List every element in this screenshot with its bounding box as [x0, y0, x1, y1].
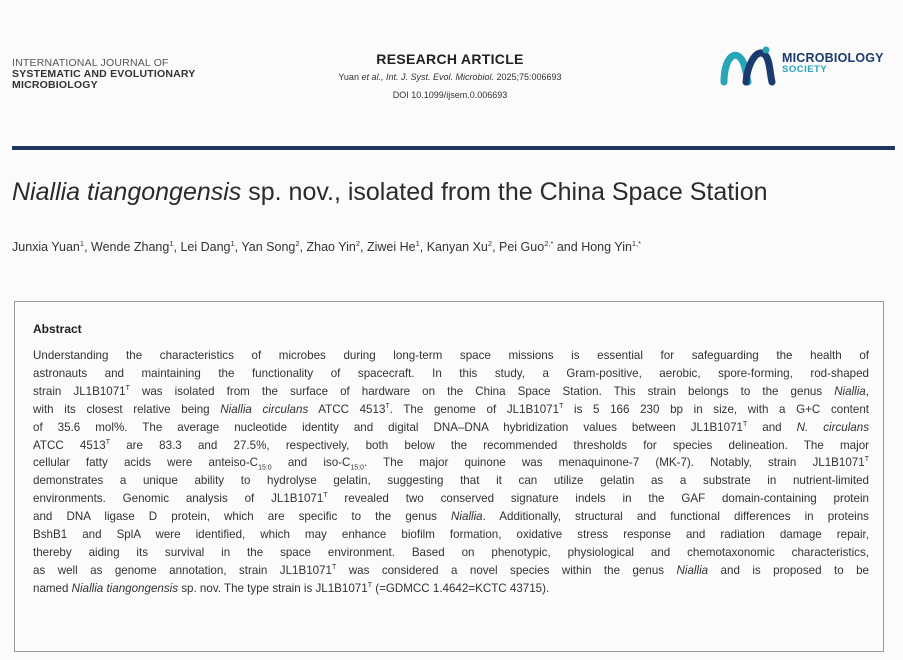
citation: Yuan et al., Int. J. Syst. Evol. Microbiol. 2025;75:006693	[338, 72, 562, 82]
author-affiliation: 1	[79, 239, 85, 248]
abstract-line: Understanding the characteristics of microbes during long-term space missions is essential for safeguarding the health of	[33, 349, 869, 362]
author-affiliation: 1,*	[631, 239, 642, 248]
abstract-line: with its closest relative being Niallia circulans ATCC $4513^T$. The genome of $JL1B1071^T$ is 5 166 230 bp in size, with a G+C content	[33, 402, 869, 416]
author-affiliation: 1	[169, 239, 174, 248]
abstract-text	[33, 347, 869, 598]
article-title	[12, 177, 892, 207]
abstract-box	[14, 301, 884, 652]
journal-name-line3: MICROBIOLOGY	[12, 79, 98, 91]
abstract-line: named Niallia tiangongensis sp. nov. The type strain is $JL1B1071^T$ (=GDMCC 1.4642=KCTC 43715).	[33, 581, 550, 595]
author-affiliation: 2	[355, 239, 361, 248]
journal-name	[12, 58, 196, 91]
microbiology-society-logo-icon	[720, 42, 776, 86]
article-type: RESEARCH ARTICLE	[376, 51, 524, 67]
author-name[interactable]: Zhao Yin$^2$	[306, 239, 361, 255]
author-affiliation: 2	[295, 239, 300, 248]
author-name[interactable]: Junxia Yuan$^1$	[12, 239, 85, 255]
author-affiliation: 2,*	[544, 239, 554, 248]
abstract-line: astronauts and maintaining the functionality of spacecraft. In this study, a Gram-positive, aerobic, spore-forming, rod-shaped	[33, 366, 869, 380]
author-name[interactable]: Kanyan Xu$^2$	[426, 239, 493, 255]
abstract-heading: Abstract	[33, 322, 82, 336]
abstract-line: cellular fatty acids were anteiso-$C_{15:0}$ and iso-$C_{15:0}$. The major quinone was menaquinone-7 (MK-7). Notably, strain $JL1B1071^T$	[33, 456, 869, 472]
abstract-line: demonstrates a unique ability to hydrolyse gelatin, suggesting that it can utilize gelatin as a substrate in nutrient-limited	[33, 474, 869, 488]
author-name[interactable]: Pei Guo$^{2,*}$	[499, 239, 554, 255]
publisher-name	[782, 52, 884, 76]
publisher-name-line1: MICROBIOLOGY	[782, 51, 884, 65]
title-rest: sp. nov., isolated from the China Space Station	[241, 178, 768, 206]
abstract-line: environments. Genomic analysis of $JL1B1071^T$ revealed two conserved signature indels in the GAF domain-containing protein	[33, 492, 869, 506]
abstract-line: of 35.6 mol%. The average nucleotide identity and digital DNA–DNA hybridization values between $JL1B1071^T$ and N. circulans	[33, 420, 869, 434]
abstract-line: thereby aiding its survival in the space environment. Based on phenotypic, physiological and chemotaxonomic characteristics,	[33, 545, 869, 559]
author-affiliation: 1	[415, 239, 420, 248]
title-species-name: Niallia tiangongensis	[12, 178, 242, 206]
abstract-line: and DNA ligase D protein, which are specific to the genus Niallia. Additionally, structural and functional differences in proteins	[33, 510, 869, 524]
author-name[interactable]: Wende Zhang$^1$	[91, 239, 174, 255]
abstract-line: strain $JL1B1071^T$ was isolated from the surface of hardware on the China Space Station. This strain belongs to the genus Niallia,	[33, 384, 869, 398]
publisher-logo[interactable]	[720, 42, 884, 86]
author-affiliation: 2	[487, 239, 493, 248]
author-affiliation: 1	[230, 239, 235, 248]
header-divider	[12, 146, 895, 150]
abstract-line: BshB1 and SplA were identified, which may enhance biofilm formation, oxidative stress response and radiation damage repair,	[33, 528, 869, 542]
article-meta	[300, 50, 600, 104]
author-name[interactable]: Ziwei He$^1$	[366, 239, 420, 255]
author-name[interactable]: Lei Dang$^1$	[180, 239, 235, 255]
author-list: Junxia Yuan$^1$, Wende Zhang$^1$, Lei Dang$^1$, Yan Song$^2$, Zhao Yin$^2$, Ziwei He$^1$, Kanyan Xu$^2$, Pei Guo$^{2,*}$ and Hong Yin$^{1,*}$	[12, 239, 642, 255]
abstract-line: as well as genome annotation, strain $JL1B1071^T$ was considered a novel species within the genus Niallia and is proposed to be	[33, 563, 869, 577]
author-name[interactable]: Yan Song$^2$	[241, 239, 300, 255]
doi-link[interactable]: DOI 10.1099/ijsem.0.006693	[392, 90, 508, 100]
abstract-line: ATCC $4513^T$ are 83.3 and 27.5%, respectively, both below the recommended thresholds for species delineation. The major	[33, 438, 870, 452]
journal-name-line2: SYSTEMATIC AND EVOLUTIONARY	[12, 68, 196, 80]
journal-name-line1: INTERNATIONAL JOURNAL OF	[12, 57, 169, 69]
publisher-name-line2: SOCIETY	[782, 64, 828, 75]
author-name[interactable]: Hong Yin$^{1,*}$	[581, 239, 642, 255]
